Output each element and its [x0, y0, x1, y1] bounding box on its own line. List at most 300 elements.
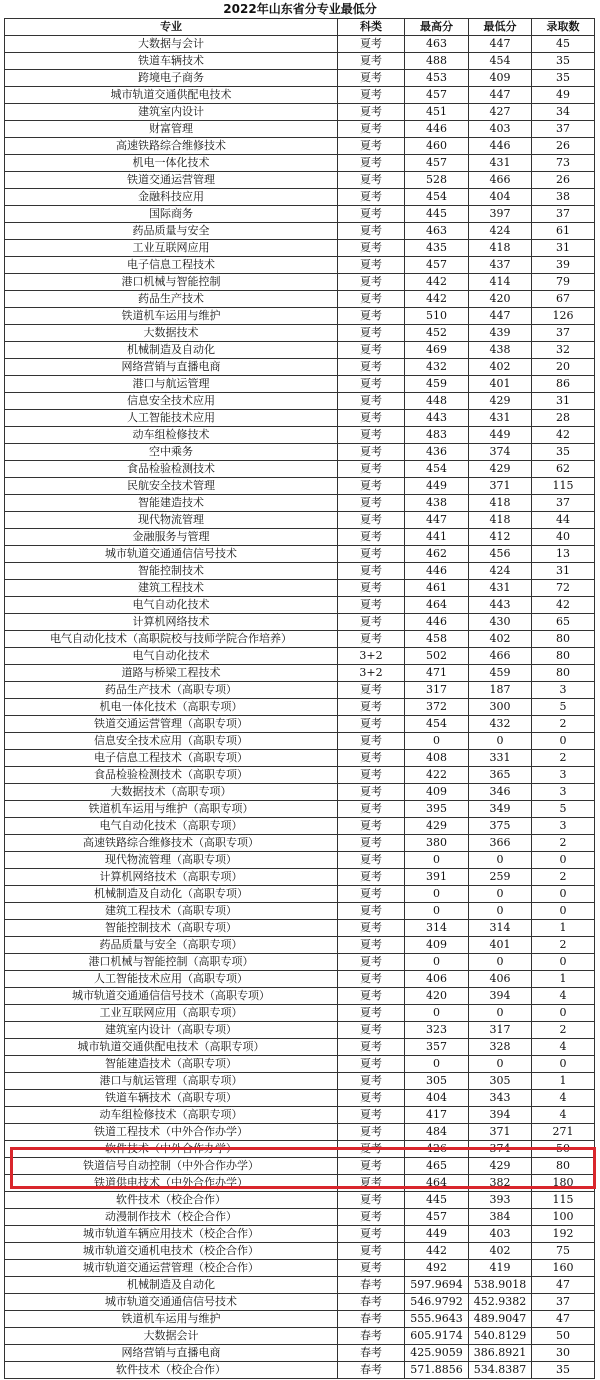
table-row	[5, 427, 595, 444]
cell-max-score: 448	[405, 393, 469, 410]
cell-enrollment: 80	[532, 648, 595, 665]
cell-enrollment: 26	[532, 172, 595, 189]
table-row	[5, 155, 595, 172]
cell-enrollment: 80	[532, 1158, 595, 1175]
cell-min-score: 404	[469, 189, 532, 206]
cell-enrollment: 115	[532, 1192, 595, 1209]
table-row	[5, 410, 595, 427]
cell-max-score: 457	[405, 87, 469, 104]
cell-enrollment: 35	[532, 444, 595, 461]
cell-major: 软件技术（校企合作）	[5, 1192, 338, 1209]
cell-type: 夏考	[338, 393, 405, 410]
cell-max-score: 442	[405, 1243, 469, 1260]
cell-type: 3+2	[338, 665, 405, 682]
cell-major: 动车组检修技术（高职专项）	[5, 1107, 338, 1124]
cell-major: 城市轨道交通通信信号技术（高职专项）	[5, 988, 338, 1005]
cell-type: 夏考	[338, 563, 405, 580]
cell-major: 智能建造技术（高职专项）	[5, 1056, 338, 1073]
cell-major: 电气自动化技术	[5, 597, 338, 614]
cell-type: 夏考	[338, 461, 405, 478]
cell-min-score: 489.9047	[469, 1311, 532, 1328]
table-row	[5, 1073, 595, 1090]
cell-enrollment: 1	[532, 1073, 595, 1090]
cell-major: 现代物流管理（高职专项）	[5, 852, 338, 869]
cell-min-score: 403	[469, 121, 532, 138]
cell-type: 夏考	[338, 478, 405, 495]
cell-enrollment: 37	[532, 121, 595, 138]
table-row	[5, 393, 595, 410]
cell-major: 城市轨道交通供配电技术（高职专项）	[5, 1039, 338, 1056]
cell-type: 夏考	[338, 1192, 405, 1209]
cell-max-score: 446	[405, 121, 469, 138]
cell-max-score: 462	[405, 546, 469, 563]
table-body	[5, 36, 595, 1379]
cell-min-score: 374	[469, 1141, 532, 1158]
cell-type: 夏考	[338, 138, 405, 155]
cell-type: 夏考	[338, 121, 405, 138]
cell-min-score: 328	[469, 1039, 532, 1056]
cell-enrollment: 2	[532, 1022, 595, 1039]
cell-max-score: 404	[405, 1090, 469, 1107]
cell-max-score: 422	[405, 767, 469, 784]
cell-major: 大数据技术（高职专项）	[5, 784, 338, 801]
cell-max-score: 597.9694	[405, 1277, 469, 1294]
table-row	[5, 1141, 595, 1158]
table-row	[5, 87, 595, 104]
table-row	[5, 308, 595, 325]
cell-major: 铁道机车运用与维护	[5, 308, 338, 325]
cell-min-score: 466	[469, 648, 532, 665]
cell-min-score: 401	[469, 937, 532, 954]
cell-enrollment: 126	[532, 308, 595, 325]
cell-major: 电气自动化技术（高职专项）	[5, 818, 338, 835]
cell-major: 机械制造及自动化（高职专项）	[5, 886, 338, 903]
table-row	[5, 495, 595, 512]
cell-enrollment: 65	[532, 614, 595, 631]
cell-type: 夏考	[338, 87, 405, 104]
cell-max-score: 446	[405, 614, 469, 631]
cell-enrollment: 50	[532, 1328, 595, 1345]
cell-max-score: 451	[405, 104, 469, 121]
cell-type: 夏考	[338, 733, 405, 750]
cell-type: 夏考	[338, 631, 405, 648]
cell-enrollment: 32	[532, 342, 595, 359]
cell-major: 大数据技术	[5, 325, 338, 342]
cell-type: 夏考	[338, 716, 405, 733]
cell-min-score: 538.9018	[469, 1277, 532, 1294]
table-row	[5, 529, 595, 546]
table-row	[5, 274, 595, 291]
cell-min-score: 406	[469, 971, 532, 988]
cell-major: 电子信息工程技术（高职专项）	[5, 750, 338, 767]
cell-max-score: 429	[405, 818, 469, 835]
cell-min-score: 366	[469, 835, 532, 852]
cell-type: 夏考	[338, 240, 405, 257]
cell-max-score: 459	[405, 376, 469, 393]
cell-enrollment: 31	[532, 240, 595, 257]
cell-max-score: 409	[405, 937, 469, 954]
cell-min-score: 419	[469, 1260, 532, 1277]
cell-max-score: 317	[405, 682, 469, 699]
table-row	[5, 546, 595, 563]
cell-max-score: 409	[405, 784, 469, 801]
cell-max-score: 571.8856	[405, 1362, 469, 1379]
cell-major: 高速铁路综合维修技术	[5, 138, 338, 155]
cell-type: 夏考	[338, 155, 405, 172]
cell-enrollment: 31	[532, 393, 595, 410]
cell-max-score: 0	[405, 954, 469, 971]
cell-type: 春考	[338, 1294, 405, 1311]
cell-major: 药品质量与安全	[5, 223, 338, 240]
cell-min-score: 401	[469, 376, 532, 393]
cell-min-score: 412	[469, 529, 532, 546]
cell-max-score: 454	[405, 461, 469, 478]
cell-max-score: 442	[405, 291, 469, 308]
cell-max-score: 408	[405, 750, 469, 767]
cell-enrollment: 34	[532, 104, 595, 121]
cell-enrollment: 5	[532, 699, 595, 716]
cell-min-score: 456	[469, 546, 532, 563]
cell-enrollment: 2	[532, 835, 595, 852]
cell-enrollment: 0	[532, 903, 595, 920]
cell-major: 人工智能技术应用	[5, 410, 338, 427]
cell-max-score: 457	[405, 155, 469, 172]
cell-type: 夏考	[338, 614, 405, 631]
cell-type: 夏考	[338, 70, 405, 87]
table-row	[5, 1022, 595, 1039]
cell-max-score: 420	[405, 988, 469, 1005]
cell-min-score: 540.8129	[469, 1328, 532, 1345]
cell-major: 金融服务与管理	[5, 529, 338, 546]
cell-enrollment: 39	[532, 257, 595, 274]
cell-major: 智能控制技术	[5, 563, 338, 580]
cell-enrollment: 0	[532, 1056, 595, 1073]
cell-type: 夏考	[338, 1039, 405, 1056]
cell-enrollment: 45	[532, 36, 595, 53]
cell-type: 夏考	[338, 1124, 405, 1141]
cell-min-score: 429	[469, 461, 532, 478]
header-max-score: 最高分	[405, 19, 469, 36]
cell-min-score: 431	[469, 580, 532, 597]
cell-min-score: 534.8387	[469, 1362, 532, 1379]
cell-max-score: 458	[405, 631, 469, 648]
cell-min-score: 0	[469, 886, 532, 903]
cell-max-score: 555.9643	[405, 1311, 469, 1328]
cell-type: 夏考	[338, 920, 405, 937]
cell-enrollment: 44	[532, 512, 595, 529]
table-row	[5, 971, 595, 988]
cell-type: 夏考	[338, 376, 405, 393]
table-row	[5, 767, 595, 784]
cell-major: 金融科技应用	[5, 189, 338, 206]
table-row	[5, 852, 595, 869]
cell-max-score: 463	[405, 36, 469, 53]
cell-max-score: 457	[405, 257, 469, 274]
cell-type: 夏考	[338, 189, 405, 206]
table-row	[5, 1243, 595, 1260]
table-row	[5, 53, 595, 70]
cell-major: 计算机网络技术（高职专项）	[5, 869, 338, 886]
cell-type: 夏考	[338, 172, 405, 189]
cell-max-score: 452	[405, 325, 469, 342]
cell-max-score: 438	[405, 495, 469, 512]
cell-enrollment: 4	[532, 1039, 595, 1056]
cell-major: 城市轨道交通通信信号技术	[5, 546, 338, 563]
table-row	[5, 325, 595, 342]
cell-min-score: 374	[469, 444, 532, 461]
cell-type: 夏考	[338, 1243, 405, 1260]
table-row	[5, 954, 595, 971]
cell-min-score: 446	[469, 138, 532, 155]
cell-max-score: 0	[405, 852, 469, 869]
cell-enrollment: 13	[532, 546, 595, 563]
cell-min-score: 394	[469, 988, 532, 1005]
cell-enrollment: 3	[532, 784, 595, 801]
cell-min-score: 409	[469, 70, 532, 87]
cell-type: 春考	[338, 1311, 405, 1328]
cell-enrollment: 42	[532, 427, 595, 444]
cell-min-score: 259	[469, 869, 532, 886]
cell-max-score: 464	[405, 597, 469, 614]
cell-major: 城市轨道交通运营管理（校企合作）	[5, 1260, 338, 1277]
score-table	[4, 18, 595, 1379]
table-row	[5, 869, 595, 886]
cell-major: 大数据与会计	[5, 36, 338, 53]
table-row	[5, 818, 595, 835]
table-row	[5, 614, 595, 631]
cell-max-score: 0	[405, 886, 469, 903]
table-row	[5, 920, 595, 937]
cell-enrollment: 37	[532, 206, 595, 223]
cell-min-score: 431	[469, 410, 532, 427]
cell-min-score: 447	[469, 308, 532, 325]
cell-type: 夏考	[338, 410, 405, 427]
table-row	[5, 988, 595, 1005]
cell-type: 夏考	[338, 291, 405, 308]
cell-type: 夏考	[338, 699, 405, 716]
cell-min-score: 0	[469, 1005, 532, 1022]
cell-min-score: 452.9382	[469, 1294, 532, 1311]
cell-max-score: 395	[405, 801, 469, 818]
cell-min-score: 454	[469, 53, 532, 70]
table-header-row	[5, 19, 595, 36]
cell-min-score: 429	[469, 1158, 532, 1175]
cell-type: 夏考	[338, 801, 405, 818]
cell-max-score: 454	[405, 189, 469, 206]
cell-enrollment: 38	[532, 189, 595, 206]
cell-max-score: 463	[405, 223, 469, 240]
table-row	[5, 1260, 595, 1277]
cell-major: 城市轨道交通机电技术（校企合作）	[5, 1243, 338, 1260]
cell-type: 夏考	[338, 512, 405, 529]
table-row	[5, 36, 595, 53]
cell-max-score: 469	[405, 342, 469, 359]
cell-major: 国际商务	[5, 206, 338, 223]
cell-max-score: 453	[405, 70, 469, 87]
cell-max-score: 457	[405, 1209, 469, 1226]
cell-type: 夏考	[338, 1090, 405, 1107]
cell-enrollment: 0	[532, 954, 595, 971]
cell-type: 夏考	[338, 784, 405, 801]
cell-type: 夏考	[338, 1209, 405, 1226]
table-row	[5, 257, 595, 274]
cell-min-score: 349	[469, 801, 532, 818]
cell-enrollment: 72	[532, 580, 595, 597]
cell-max-score: 372	[405, 699, 469, 716]
cell-major: 铁道车辆技术（高职专项）	[5, 1090, 338, 1107]
cell-type: 夏考	[338, 750, 405, 767]
cell-major: 铁道信号自动控制（中外合作办学）	[5, 1158, 338, 1175]
cell-type: 夏考	[338, 206, 405, 223]
cell-enrollment: 0	[532, 886, 595, 903]
cell-max-score: 380	[405, 835, 469, 852]
cell-type: 夏考	[338, 852, 405, 869]
cell-major: 铁道供电技术（中外合作办学）	[5, 1175, 338, 1192]
cell-type: 夏考	[338, 1260, 405, 1277]
cell-max-score: 502	[405, 648, 469, 665]
cell-min-score: 432	[469, 716, 532, 733]
cell-max-score: 443	[405, 410, 469, 427]
cell-min-score: 384	[469, 1209, 532, 1226]
cell-type: 夏考	[338, 308, 405, 325]
cell-major: 港口机械与智能控制（高职专项）	[5, 954, 338, 971]
cell-min-score: 418	[469, 240, 532, 257]
cell-major: 网络营销与直播电商	[5, 1345, 338, 1362]
cell-major: 电气自动化技术（高职院校与技师学院合作培养）	[5, 631, 338, 648]
cell-enrollment: 100	[532, 1209, 595, 1226]
cell-min-score: 437	[469, 257, 532, 274]
cell-major: 计算机网络技术	[5, 614, 338, 631]
table-row	[5, 189, 595, 206]
cell-enrollment: 37	[532, 495, 595, 512]
table-row	[5, 512, 595, 529]
cell-type: 夏考	[338, 869, 405, 886]
cell-major: 动车组检修技术	[5, 427, 338, 444]
table-row	[5, 784, 595, 801]
cell-max-score: 464	[405, 1175, 469, 1192]
cell-enrollment: 31	[532, 563, 595, 580]
cell-min-score: 397	[469, 206, 532, 223]
cell-type: 夏考	[338, 937, 405, 954]
cell-major: 民航安全技术管理	[5, 478, 338, 495]
cell-type: 夏考	[338, 1226, 405, 1243]
cell-max-score: 0	[405, 1005, 469, 1022]
cell-min-score: 393	[469, 1192, 532, 1209]
cell-major: 机械制造及自动化	[5, 342, 338, 359]
cell-min-score: 394	[469, 1107, 532, 1124]
table-row	[5, 291, 595, 308]
cell-enrollment: 61	[532, 223, 595, 240]
cell-type: 夏考	[338, 580, 405, 597]
cell-enrollment: 28	[532, 410, 595, 427]
table-row	[5, 223, 595, 240]
cell-type: 夏考	[338, 835, 405, 852]
table-row	[5, 444, 595, 461]
cell-min-score: 371	[469, 1124, 532, 1141]
cell-max-score: 461	[405, 580, 469, 597]
cell-enrollment: 3	[532, 767, 595, 784]
cell-min-score: 466	[469, 172, 532, 189]
cell-type: 春考	[338, 1362, 405, 1379]
cell-type: 夏考	[338, 444, 405, 461]
cell-major: 建筑室内设计（高职专项）	[5, 1022, 338, 1039]
cell-min-score: 317	[469, 1022, 532, 1039]
cell-enrollment: 20	[532, 359, 595, 376]
table-row	[5, 240, 595, 257]
cell-min-score: 382	[469, 1175, 532, 1192]
cell-type: 春考	[338, 1328, 405, 1345]
table-row	[5, 70, 595, 87]
cell-enrollment: 42	[532, 597, 595, 614]
cell-type: 夏考	[338, 1175, 405, 1192]
table-row	[5, 1039, 595, 1056]
cell-min-score: 424	[469, 223, 532, 240]
table-row	[5, 1192, 595, 1209]
cell-max-score: 425.9059	[405, 1345, 469, 1362]
cell-major: 铁道工程技术（中外合作办学）	[5, 1124, 338, 1141]
cell-max-score: 406	[405, 971, 469, 988]
cell-max-score: 460	[405, 138, 469, 155]
table-row	[5, 699, 595, 716]
cell-min-score: 371	[469, 478, 532, 495]
table-row	[5, 1005, 595, 1022]
cell-max-score: 449	[405, 1226, 469, 1243]
cell-enrollment: 2	[532, 937, 595, 954]
cell-major: 城市轨道车辆应用技术（校企合作）	[5, 1226, 338, 1243]
cell-enrollment: 50	[532, 1141, 595, 1158]
cell-enrollment: 180	[532, 1175, 595, 1192]
cell-max-score: 0	[405, 903, 469, 920]
cell-min-score: 418	[469, 495, 532, 512]
cell-type: 夏考	[338, 1056, 405, 1073]
cell-major: 动漫制作技术（校企合作）	[5, 1209, 338, 1226]
cell-type: 春考	[338, 1277, 405, 1294]
cell-max-score: 0	[405, 733, 469, 750]
table-row	[5, 1226, 595, 1243]
cell-min-score: 386.8921	[469, 1345, 532, 1362]
cell-type: 夏考	[338, 1073, 405, 1090]
cell-max-score: 305	[405, 1073, 469, 1090]
cell-type: 夏考	[338, 104, 405, 121]
cell-major: 铁道交通运营管理	[5, 172, 338, 189]
table-row	[5, 1345, 595, 1362]
table-row	[5, 359, 595, 376]
cell-type: 夏考	[338, 818, 405, 835]
cell-min-score: 331	[469, 750, 532, 767]
page-title: 2022年山东省分专业最低分	[223, 2, 377, 16]
table-row	[5, 1277, 595, 1294]
cell-enrollment: 4	[532, 1090, 595, 1107]
cell-major: 工业互联网应用（高职专项）	[5, 1005, 338, 1022]
cell-type: 夏考	[338, 1141, 405, 1158]
cell-type: 夏考	[338, 903, 405, 920]
cell-major: 软件技术（中外合作办学）	[5, 1141, 338, 1158]
cell-min-score: 420	[469, 291, 532, 308]
cell-major: 建筑室内设计	[5, 104, 338, 121]
cell-major: 工业互联网应用	[5, 240, 338, 257]
cell-max-score: 441	[405, 529, 469, 546]
cell-min-score: 459	[469, 665, 532, 682]
table-row	[5, 733, 595, 750]
cell-max-score: 391	[405, 869, 469, 886]
cell-type: 春考	[338, 1345, 405, 1362]
cell-enrollment: 67	[532, 291, 595, 308]
cell-enrollment: 5	[532, 801, 595, 818]
table-row	[5, 342, 595, 359]
table-row	[5, 835, 595, 852]
cell-type: 夏考	[338, 988, 405, 1005]
cell-min-score: 443	[469, 597, 532, 614]
